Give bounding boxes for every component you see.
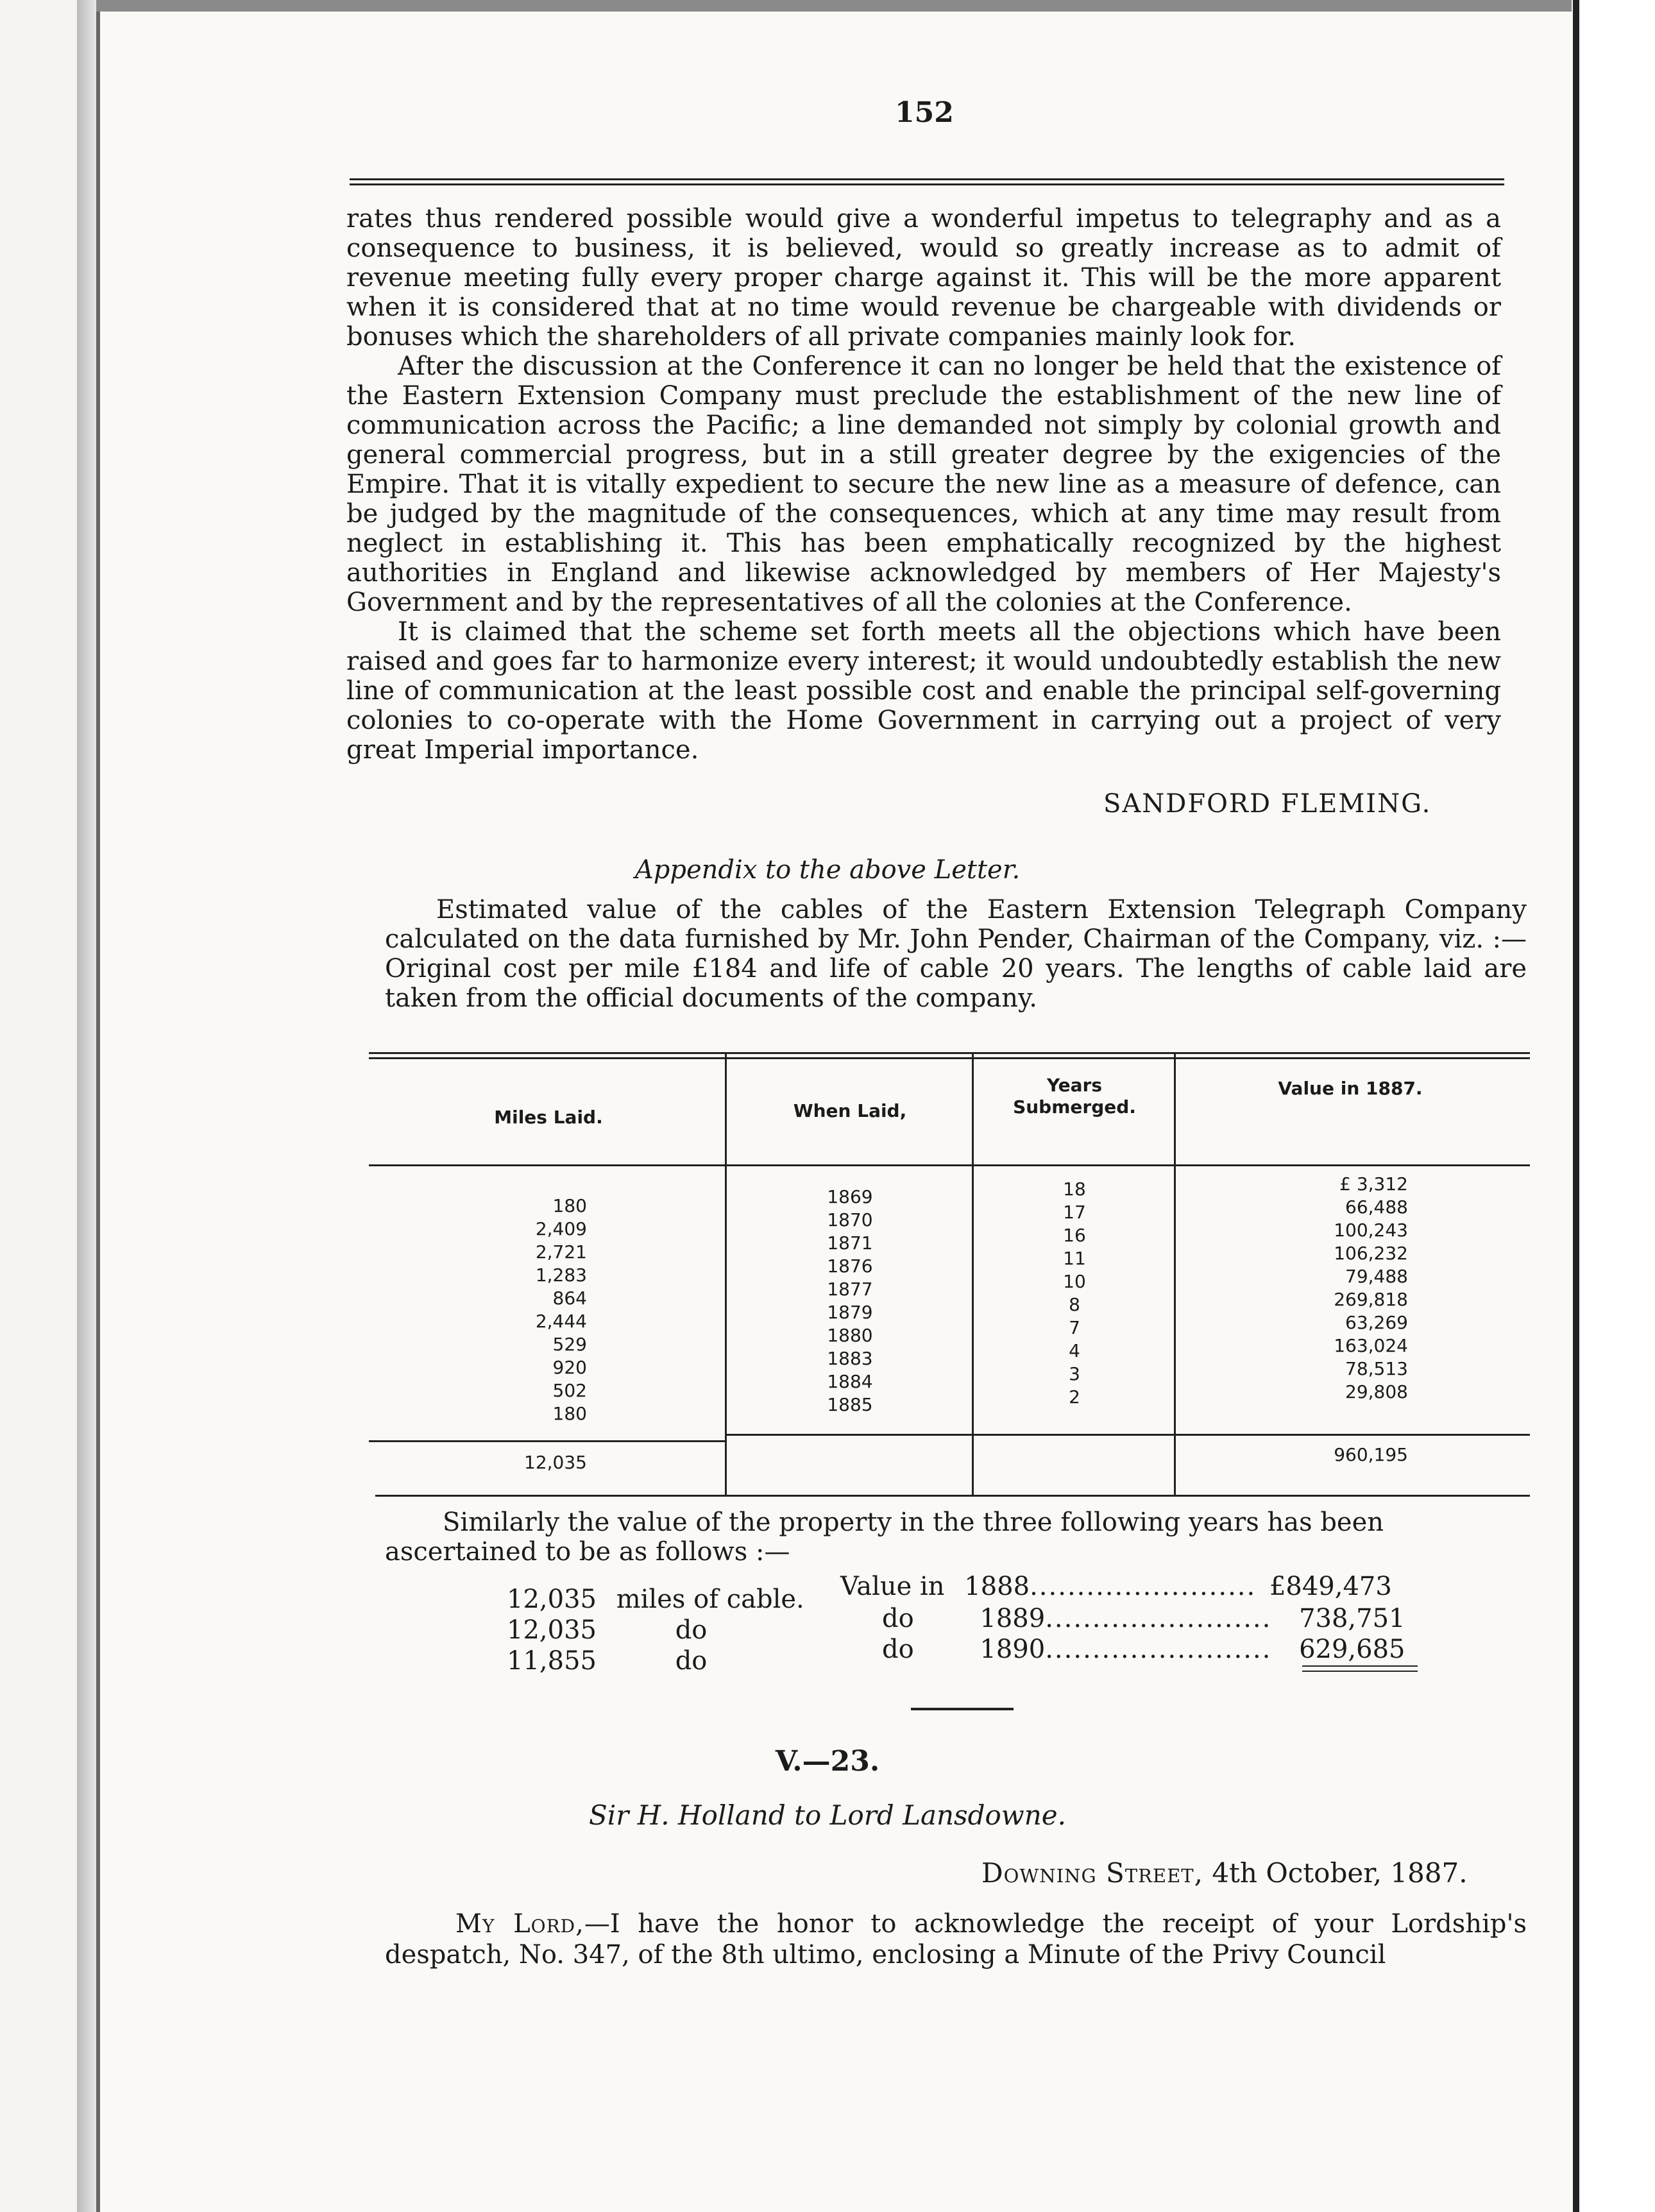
- signature: SANDFORD FLEMING.: [1103, 789, 1432, 819]
- valuation-value-label: do: [882, 1604, 914, 1633]
- valuation-value-group: [882, 1635, 1405, 1664]
- valuation-value-group: [840, 1572, 1392, 1601]
- sum-double-rule: [1302, 1671, 1418, 1672]
- valuation-value-label: Value in: [840, 1572, 945, 1601]
- valuation-year: 1890: [980, 1635, 1046, 1664]
- section-number: V.—23.: [775, 1745, 880, 1778]
- column-years-submerged: [1023, 1178, 1126, 1409]
- cell-value-1887: 100,243: [1334, 1220, 1408, 1241]
- valuation-row: [507, 1585, 804, 1614]
- valuation-miles: 11,855: [507, 1646, 597, 1676]
- cell-value-1887: 66,488: [1345, 1196, 1408, 1218]
- column-miles-laid: [471, 1195, 587, 1425]
- subtotal-rule-values: [725, 1434, 1530, 1436]
- valuation-leader-dots: ........................: [1030, 1572, 1257, 1601]
- cable-valuation-table: [369, 1052, 1530, 1501]
- header-double-rule: [350, 178, 1504, 185]
- cell-when-laid: 1884: [827, 1371, 873, 1392]
- binding-shadow: [77, 0, 96, 2212]
- cell-value-1887: 63,269: [1345, 1312, 1408, 1333]
- cell-when-laid: 1883: [827, 1348, 873, 1369]
- column-value-1887: [1241, 1173, 1408, 1404]
- valuation-row: [507, 1646, 707, 1676]
- valuation-unit: miles of cable.: [616, 1585, 804, 1614]
- cell-years-submerged: 3: [1069, 1363, 1080, 1384]
- paragraph-conference: After the discussion at the Conference it can no longer be held that the existence of the Eastern Extension Company must preclude the establishment of the new line of communication across the Pacific; a line demanded not simply by colonial growth and general commercial progress, but in a still greater degree by the exigencies of the Empire. That it is vitally expedient to secure the new line as a measure of defence, can be judged by the magnitude of the consequences, which at any time may result from neglect in establishing it. This has been emphatically recognized by the highest authorities in England and likewise acknowledged by members of Her Majesty's Government and by the representatives of all the colonies at the Conference.: [346, 352, 1501, 617]
- valuation-row: [507, 1615, 707, 1645]
- table-bottom-rule: [375, 1495, 1530, 1497]
- cell-years-submerged: 2: [1069, 1386, 1080, 1408]
- cell-value-1887: 29,808: [1345, 1381, 1408, 1402]
- header-value-1887: Value in 1887.: [1278, 1078, 1423, 1099]
- cell-when-laid: 1879: [827, 1302, 873, 1323]
- cell-when-laid: 1885: [827, 1394, 873, 1415]
- valuation-amount: 738,751: [1299, 1604, 1405, 1633]
- cell-value-1887: 79,488: [1345, 1266, 1408, 1287]
- valuation-amount: 629,685: [1299, 1635, 1405, 1664]
- header-miles-laid: Miles Laid.: [494, 1107, 603, 1128]
- cell-miles-laid: 1,283: [535, 1264, 587, 1286]
- cell-value-1887: 106,232: [1334, 1243, 1408, 1264]
- letter-opening-text: —I have the honor to acknowledge the receipt of your Lordship's despatch, No. 347, of the 8th ultimo, enclosing a Minute of the Privy Council: [385, 1909, 1527, 1970]
- total-miles: 12,035: [524, 1452, 587, 1473]
- cell-years-submerged: 17: [1063, 1202, 1086, 1223]
- page-edge-right: [1573, 0, 1579, 2212]
- cell-miles-laid: 2,409: [535, 1218, 587, 1239]
- cell-years-submerged: 11: [1063, 1248, 1086, 1269]
- cell-years-submerged: 4: [1069, 1340, 1080, 1361]
- header-submerged-line: Submerged.: [1013, 1096, 1136, 1118]
- letter-opening: [385, 1909, 1527, 1970]
- valuation-amount: £849,473: [1269, 1572, 1392, 1601]
- valuation-unit: do: [675, 1615, 708, 1645]
- header-years-line: Years: [1046, 1075, 1103, 1096]
- continuation-paragraph: rates thus rendered possible would give a wonderful impetus to telegraphy and as a consequence to business, it is believed, would so greatly increase as to admit of revenue meeting fully every proper charge against it. This will be the more apparent when it is considered that at no time would revenue be chargeable with dividends or bonuses which the shareholders of all private companies mainly look for.: [346, 204, 1501, 352]
- cell-years-submerged: 8: [1069, 1294, 1080, 1315]
- valuation-value-group: [882, 1604, 1405, 1633]
- cell-years-submerged: 7: [1069, 1317, 1080, 1338]
- appendix-intro: Estimated value of the cables of the Eastern Extension Telegraph Company calculated on the data furnished by Mr. John Pender, Chairman of the Company, viz. :—Original cost per mile £184 and life of cable 20 years. The lengths of cable laid are taken from the official documents of the company.: [385, 895, 1527, 1013]
- cell-value-1887: £ 3,312: [1339, 1173, 1408, 1195]
- following-years-intro: [385, 1508, 1527, 1567]
- letter-heading: Sir H. Holland to Lord Lansdowne.: [589, 1799, 1066, 1831]
- valuation-unit: do: [675, 1646, 708, 1676]
- column-when-laid: [767, 1186, 933, 1417]
- total-value: 960,195: [1334, 1444, 1408, 1465]
- cell-miles-laid: 180: [552, 1403, 587, 1424]
- cell-miles-laid: 502: [552, 1380, 587, 1401]
- cell-when-laid: 1876: [827, 1255, 873, 1277]
- cell-years-submerged: 10: [1063, 1271, 1086, 1292]
- letter-body-text: [346, 204, 1501, 765]
- section-divider: [911, 1708, 1014, 1710]
- dateline: [981, 1857, 1468, 1889]
- cell-when-laid: 1871: [827, 1232, 873, 1254]
- cell-miles-laid: 864: [552, 1288, 587, 1309]
- paragraph-claim: It is claimed that the scheme set forth meets all the objections which have been raised and goes far to harmonize every interest; it would undoubtedly establish the new line of communication at the least possible cost and enable the principal self-governing colonies to co-operate with the Home Government in carrying out a project of very great Imperial importance.: [346, 617, 1501, 765]
- page-number: 152: [895, 96, 954, 129]
- scan-margin-right: [1579, 0, 1655, 2212]
- table-column-divider: [1174, 1052, 1176, 1495]
- appendix-heading: Appendix to the above Letter.: [634, 855, 1021, 885]
- cell-miles-laid: 180: [552, 1195, 587, 1216]
- page-edge-top: [96, 0, 1572, 12]
- salutation: My Lord,: [455, 1909, 584, 1939]
- table-column-divider: [725, 1052, 727, 1495]
- valuation-year: 1888: [964, 1572, 1030, 1601]
- dateline-date: 4th October, 1887.: [1212, 1857, 1468, 1889]
- valuation-year: 1889: [980, 1604, 1046, 1633]
- cell-when-laid: 1877: [827, 1279, 873, 1300]
- valuation-leader-dots: ........................: [1045, 1635, 1272, 1664]
- table-column-divider: [972, 1052, 974, 1495]
- table-header-rule: [369, 1164, 1530, 1166]
- cell-value-1887: 163,024: [1334, 1335, 1408, 1356]
- cell-when-laid: 1870: [827, 1209, 873, 1230]
- sum-double-rule: [1302, 1665, 1418, 1667]
- table-top-rule: [369, 1052, 1530, 1059]
- following-years-text: Similarly the value of the property in the three following years has been ascertained to be as follows :—: [385, 1508, 1384, 1567]
- valuation-miles: 12,035: [507, 1585, 597, 1614]
- cell-value-1887: 269,818: [1334, 1289, 1408, 1310]
- header-years-submerged: [978, 1075, 1171, 1118]
- subtotal-rule-miles: [369, 1440, 725, 1442]
- cell-value-1887: 78,513: [1345, 1358, 1408, 1379]
- cell-miles-laid: 2,721: [535, 1241, 587, 1263]
- valuation-value-label: do: [882, 1635, 914, 1664]
- valuation-leader-dots: ........................: [1045, 1604, 1272, 1633]
- valuation-miles: 12,035: [507, 1615, 597, 1645]
- cell-miles-laid: 529: [552, 1334, 587, 1355]
- cell-when-laid: 1869: [827, 1186, 873, 1207]
- dateline-place: Downing Street,: [981, 1857, 1203, 1889]
- cell-years-submerged: 18: [1063, 1178, 1086, 1200]
- cell-miles-laid: 2,444: [535, 1311, 587, 1332]
- cell-miles-laid: 920: [552, 1357, 587, 1378]
- cell-when-laid: 1880: [827, 1325, 873, 1346]
- cell-years-submerged: 16: [1063, 1225, 1086, 1246]
- header-when-laid: When Laid,: [793, 1100, 907, 1121]
